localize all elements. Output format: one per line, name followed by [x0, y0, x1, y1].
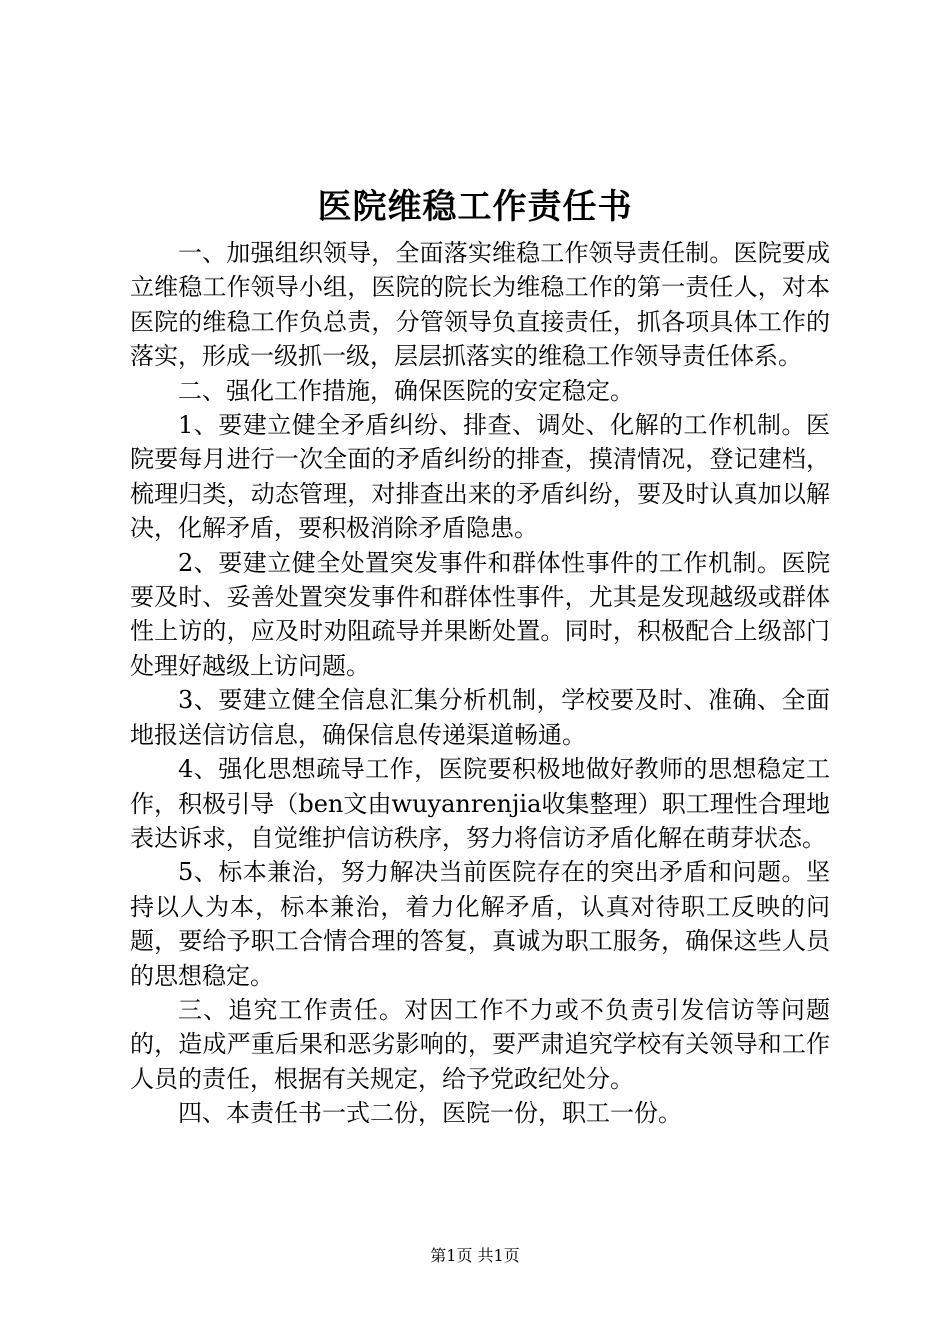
paragraph-4: 2、要建立健全处置突发事件和群体性事件的工作机制。医院要及时、妥善处置突发事件和群体性事件，尤其是发现越级或群体性上访的，应及时劝阻疏导并果断处置。同时，积极配合上级部门处理好越级上访问题。	[130, 548, 830, 680]
page-footer: 第1页 共1页	[430, 1246, 520, 1265]
paragraph-9: 四、本责任书一式二份，医院一份，职工一份。	[178, 1099, 682, 1128]
document-title: 医院维稳工作责任书	[317, 187, 633, 227]
paragraph-5: 3、要建立健全信息汇集分析机制，学校要及时、准确、全面地报送信访信息，确保信息传递渠道畅通。	[130, 686, 830, 749]
paragraph-3: 1、要建立健全矛盾纠纷、排查、调处、化解的工作机制。医院要每月进行一次全面的矛盾纠纷的排查，摸清情况，登记建档，梳理归类，动态管理，对排查出来的矛盾纠纷，要及时认真加以解决，化解矛盾，要积极消除矛盾隐患。	[130, 411, 830, 543]
paragraph-8: 三、追究工作责任。对因工作不力或不负责引发信访等问题的，造成严重后果和恶劣影响的，要严肃追究学校有关领导和工作人员的责任，根据有关规定，给予党政纪处分。	[130, 995, 830, 1093]
paragraph-2: 二、强化工作措施，确保医院的安定稳定。	[178, 376, 634, 405]
paragraph-6: 4、强化思想疏导工作，医院要积极地做好教师的思想稳定工作，积极引导（ben文由wuyanrenjia收集整理）职工理性合理地表达诉求，自觉维护信访秩序，努力将信访矛盾化解在萌芽状态。	[130, 755, 830, 852]
paragraph-1: 一、加强组织领导，全面落实维稳工作领导责任制。医院要成立维稳工作领导小组，医院的院长为维稳工作的第一责任人，对本医院的维稳工作负总责，分管领导负直接责任，抓各项具体工作的落实，形成一级抓一级，层层抓落实的维稳工作领导责任体系。	[130, 239, 830, 371]
paragraph-7: 5、标本兼治，努力解决当前医院存在的突出矛盾和问题。坚持以人为本，标本兼治，着力化解矛盾，认真对待职工反映的问题，要给予职工合情合理的答复，真诚为职工服务，确保这些人员的思想稳定。	[130, 858, 830, 990]
document-body	[130, 236, 830, 1131]
